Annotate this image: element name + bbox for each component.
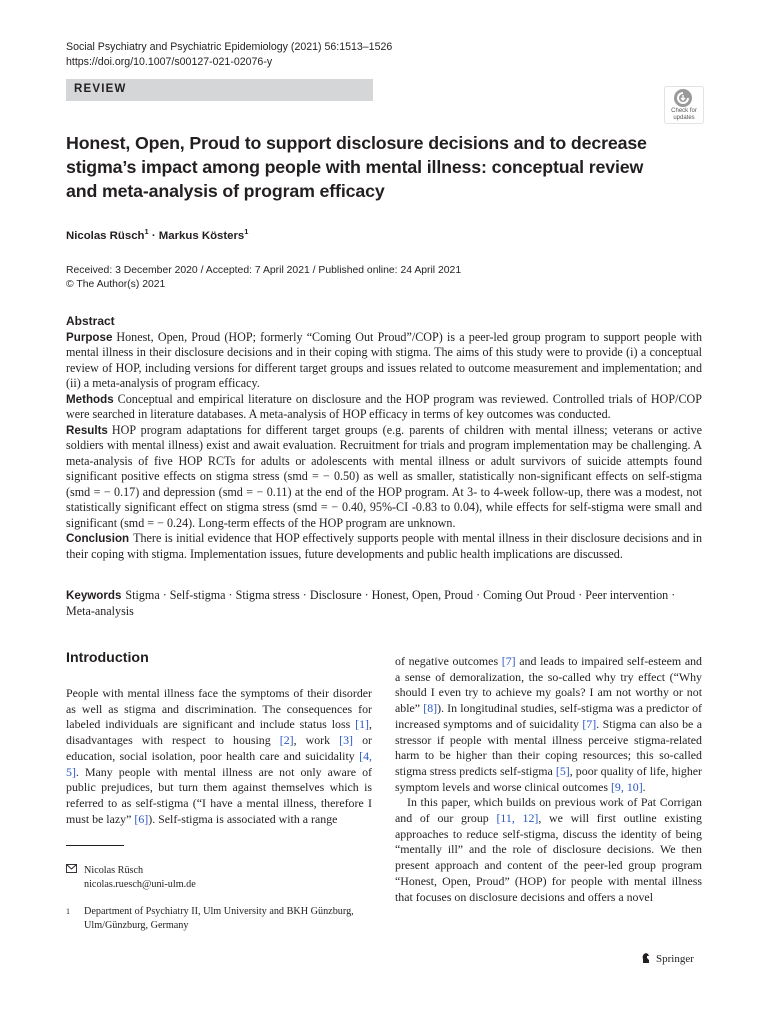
abstract-section-text: Honest, Open, Proud (HOP; formerly “Coming Out Proud”/COP) is a peer-led group program to support people with mental illness in their disclosure decisions and in their coping with stigma. The aims of this study were to provide (i) a conceptual review of HOP, including versions for different target groups and issues related to outcome measurement and implementation; and (ii) a meta-analysis of program efficacy. [66,329,702,390]
citation-link[interactable]: [1] [355,717,370,732]
citation-link[interactable]: [8] [423,701,438,716]
author-separator: · [148,229,159,242]
publisher-logo [640,952,694,967]
journal-citation: Social Psychiatry and Psychiatric Epidemiology (2021) 56:1513–1526 [66,41,393,53]
citation-link[interactable]: [3] [339,733,354,748]
abstract-section-label: Methods [66,392,114,406]
publication-dates [66,264,461,292]
abstract-section-text: HOP program adaptations for different target groups (e.g. parents of children with mental illness; veterans or active soldiers with mental illness) exist and await evaluation. Recruitment for trials and program implementation may be challenging. A meta-analysis of five HOP RCTs for adults or adolescents with mental illness or adult survivors of suicide attempts found significant positive effects on stigma stress (smd = − 0.50) as well as smaller, statistically non-significant effects on self-stigma (smd = − 0.17) and depression (smd = − 0.11) at the end of the HOP program. At 3- to 4-week follow-up, there was a modest, not statistically significant effect on stigma stress (smd = − 0.40, 95%-CI -0.83 to 0.04), while effects for self-stigma were small and significant (smd = − 0.24). Long-term effects of the HOP program are unknown. [66,422,702,530]
body-text: of negative outcomes [395,654,502,668]
corresponding-author [66,864,372,891]
body-column-left [66,686,372,827]
author-name[interactable]: Nicolas Rüsch [66,229,145,242]
section-label-bar [66,79,373,101]
citation-link[interactable]: [6] [134,811,149,826]
abstract-section-text: There is initial evidence that HOP effectively supports people with mental illness in their disclosure decisions and in their coping with stigma. Implementation issues, future developments and public health implications are discussed. [66,531,702,561]
citation-link[interactable]: [7] [582,716,597,731]
journal-header [66,40,392,70]
citation-link[interactable]: [5] [555,763,570,778]
citation-link[interactable]: [9, 10] [610,779,643,794]
keywords-text: Stigma · Self-stigma · Stigma stress · Disclosure · Honest, Open, Proud · Coming Out Proud · Peer intervention · Meta-analysis [66,588,676,618]
affiliation-marker: 1 [244,227,249,236]
affiliation-footnote [66,905,372,932]
body-text: People with mental illness face the symptoms of their disorder as well as stigma and discrimination. The consequences for labeled individuals are significant and include status loss [66,686,372,732]
abstract-methods [66,392,702,423]
citation-link[interactable]: [11, 12] [496,811,539,826]
abstract-section-label: Results [66,423,108,437]
copyright-line: © The Author(s) 2021 [66,279,166,290]
footnotes [66,864,372,932]
abstract-section-text: Conceptual and empirical literature on disclosure and the HOP program was reviewed. Controlled trials of HOP/COP were searched in literature databases. A meta-analysis of HOP efficacy in terms of key outcomes was conducted. [66,391,702,421]
corresponding-author-email[interactable]: nicolas.ruesch@uni-ulm.de [84,878,196,890]
body-text: and leads to impaired self-esteem and a sense of demoralization, the so-called why try effect (“Why should I even try to achieve my goals? I am not worthy or not able” [395,654,702,716]
author-list [66,227,248,242]
affiliation-footnote-marker: 1 [66,907,70,916]
body-text: , disadvantages with respect to housing [66,717,372,748]
footnote-divider [66,845,124,846]
affiliation-text: Department of Psychiatry II, Ulm University and BKH Günzburg, Ulm/Günzburg, Germany [84,906,354,931]
affiliation-marker: 1 [144,227,149,236]
check-for-updates-badge[interactable] [664,86,704,124]
citation-link[interactable]: [2] [279,733,294,748]
body-text: ). Self-stigma is associated with a range [148,811,338,826]
keywords-label: Keywords [66,589,122,602]
body-text: . Stigma can also be a stressor if people with mental illness perceive stigma-related harm to be higher than their coping resources; this so-called stigma stress predicts self-stigma [395,716,702,778]
article-history: Received: 3 December 2020 / Accepted: 7 April 2021 / Published online: 24 April 2021 [66,265,462,276]
author-name[interactable]: Markus Kösters [158,229,245,242]
publisher-name: Springer [656,953,694,965]
body-paragraph [395,795,702,905]
keywords [66,588,702,619]
corresponding-author-name: Nicolas Rüsch [84,865,144,876]
body-text: ). In longitudinal studies, self-stigma was a predictor of increased symptoms and of suicidality [395,701,702,731]
check-updates-line1: Check for [671,108,697,114]
body-paragraph [66,686,372,827]
abstract-heading: Abstract [66,314,115,328]
body-column-right [395,654,702,905]
abstract-section-label: Conclusion [66,532,130,545]
body-text: , poor quality of life, higher symptom levels and worse clinical outcomes [395,763,702,794]
doi-link[interactable]: https://doi.org/10.1007/s00127-021-02076-y [66,56,273,68]
envelope-icon [66,864,77,878]
body-text: , we will first outline existing approaches to reduce self-stigma, discuss the identity of being “mentally ill” and the role of disclosure decisions. We then present approach and content of the peer-led group program “Honest, Open, Proud” (HOP) for people with mental illness that focuses on disclosure decisions and offers a novel [395,811,702,904]
citation-link[interactable]: [4, 5] [66,748,372,779]
body-text: In this paper, which builds on previous work of Pat Corrigan and of our group [395,795,702,826]
abstract-section-label: Purpose [66,330,113,344]
check-updates-label [665,108,703,121]
abstract-results [66,423,702,532]
body-text: , work [293,733,340,748]
check-updates-line2: updates [673,114,695,121]
body-text: . [642,779,646,794]
article-title: Honest, Open, Proud to support disclosure decisions and to decrease stigma’s impact among people with mental illness: conceptual review and meta-analysis of program efficacy [66,133,647,201]
citation-link[interactable]: [7] [501,654,516,668]
section-heading-introduction: Introduction [66,650,149,666]
section-label: REVIEW [74,83,127,95]
abstract-purpose [66,330,702,392]
abstract [66,314,702,562]
body-text: or education, social isolation, poor health care and suicidality [66,733,372,763]
check-updates-icon [674,89,692,107]
body-text: . Many people with mental illness are not only aware of public prejudices, but turn them against themselves which is referred to as self-stigma (“I have a mental illness, therefore I must be lazy” [66,764,372,826]
springer-horse-icon [640,952,652,967]
abstract-conclusion [66,531,702,562]
body-paragraph [395,654,702,795]
